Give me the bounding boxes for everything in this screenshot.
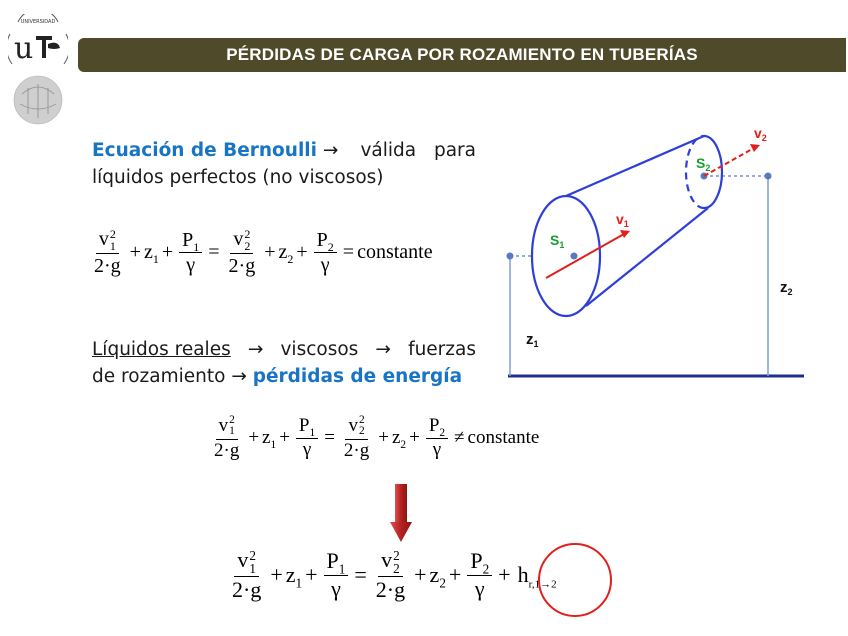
university-seal-logo	[8, 14, 68, 126]
pipe-diagram	[496, 118, 812, 388]
svg-text:S2: $S_2$	[696, 155, 711, 173]
section-s1	[532, 196, 600, 316]
pressure-term-2: $\frac{P_2}{\gamma}$	[314, 229, 337, 276]
real-line-2: de rozamiento → pérdidas de energía	[92, 366, 463, 387]
svg-text:u: u	[14, 31, 34, 66]
head-loss-term: $h_{r,1\to 2}$	[517, 562, 557, 591]
real-liquids-term: Líquidos reales	[92, 339, 231, 360]
energy-losses-highlight: pérdidas de energía	[252, 366, 463, 387]
real-line-1: Líquidos reales → viscosos → fuerzas	[92, 336, 476, 363]
svg-text:v1: $v_1$	[616, 211, 629, 229]
kinetic-term-1: v 2 1 2·g	[94, 227, 121, 278]
svg-text:S1: $S_1$	[550, 232, 565, 250]
title-bar	[78, 38, 846, 72]
page-title: PÉRDIDAS DE CARGA POR ROZAMIENTO EN TUBERÍAS	[226, 45, 698, 64]
implies-arrow: →	[322, 140, 339, 161]
svg-text:z1: $z_1$	[526, 331, 539, 349]
real-liquid-equation: v 2 1 2·g + $z_1$ + $\frac{P_1}{\gamma}$ = v 2 2 2·g + $z_2$ + $\frac{P_2}{\gamma}$ ≠ constante	[214, 414, 540, 461]
bernoulli-equation: v 2 1 2·g + $z_1$ + $\frac{P_1}{\gamma}$ = v 2 2 2·g + $z_2$ + $\frac{P_2}{\gamma}$ = constante	[88, 228, 433, 277]
svg-text:z2: $z_2$	[780, 279, 793, 297]
bernoulli-line-2: líquidos perfectos (no viscosos)	[92, 167, 384, 188]
real-liquids-paragraph	[92, 336, 476, 390]
svg-text:UNIVERSIDAD: UNIVERSIDAD	[20, 19, 56, 25]
head-loss-highlight-circle	[538, 543, 612, 617]
not-equals-sign: ≠	[454, 427, 465, 449]
down-arrow-icon	[390, 484, 412, 542]
bernoulli-line-1	[92, 137, 476, 164]
constant-label: constante	[357, 241, 433, 264]
kinetic-term-2: v 2 2 2·g	[228, 227, 256, 278]
bernoulli-term: Ecuación de Bernoulli	[92, 140, 317, 161]
svg-text:v2: $v_2$	[754, 125, 767, 143]
bernoulli-validity: válida para	[360, 140, 476, 161]
energy-loss-equation: v 2 1 2·g + $z_1$ + $\frac{P_1}{\gamma}$ = v 2 2 2·g + $z_2$ + $\frac{P_2}{\gamma}$ + $h_{r,1\to 2}$	[232, 547, 557, 603]
bernoulli-paragraph	[92, 137, 476, 191]
pressure-term-1: $\frac{P_1}{\gamma}$	[179, 229, 202, 276]
